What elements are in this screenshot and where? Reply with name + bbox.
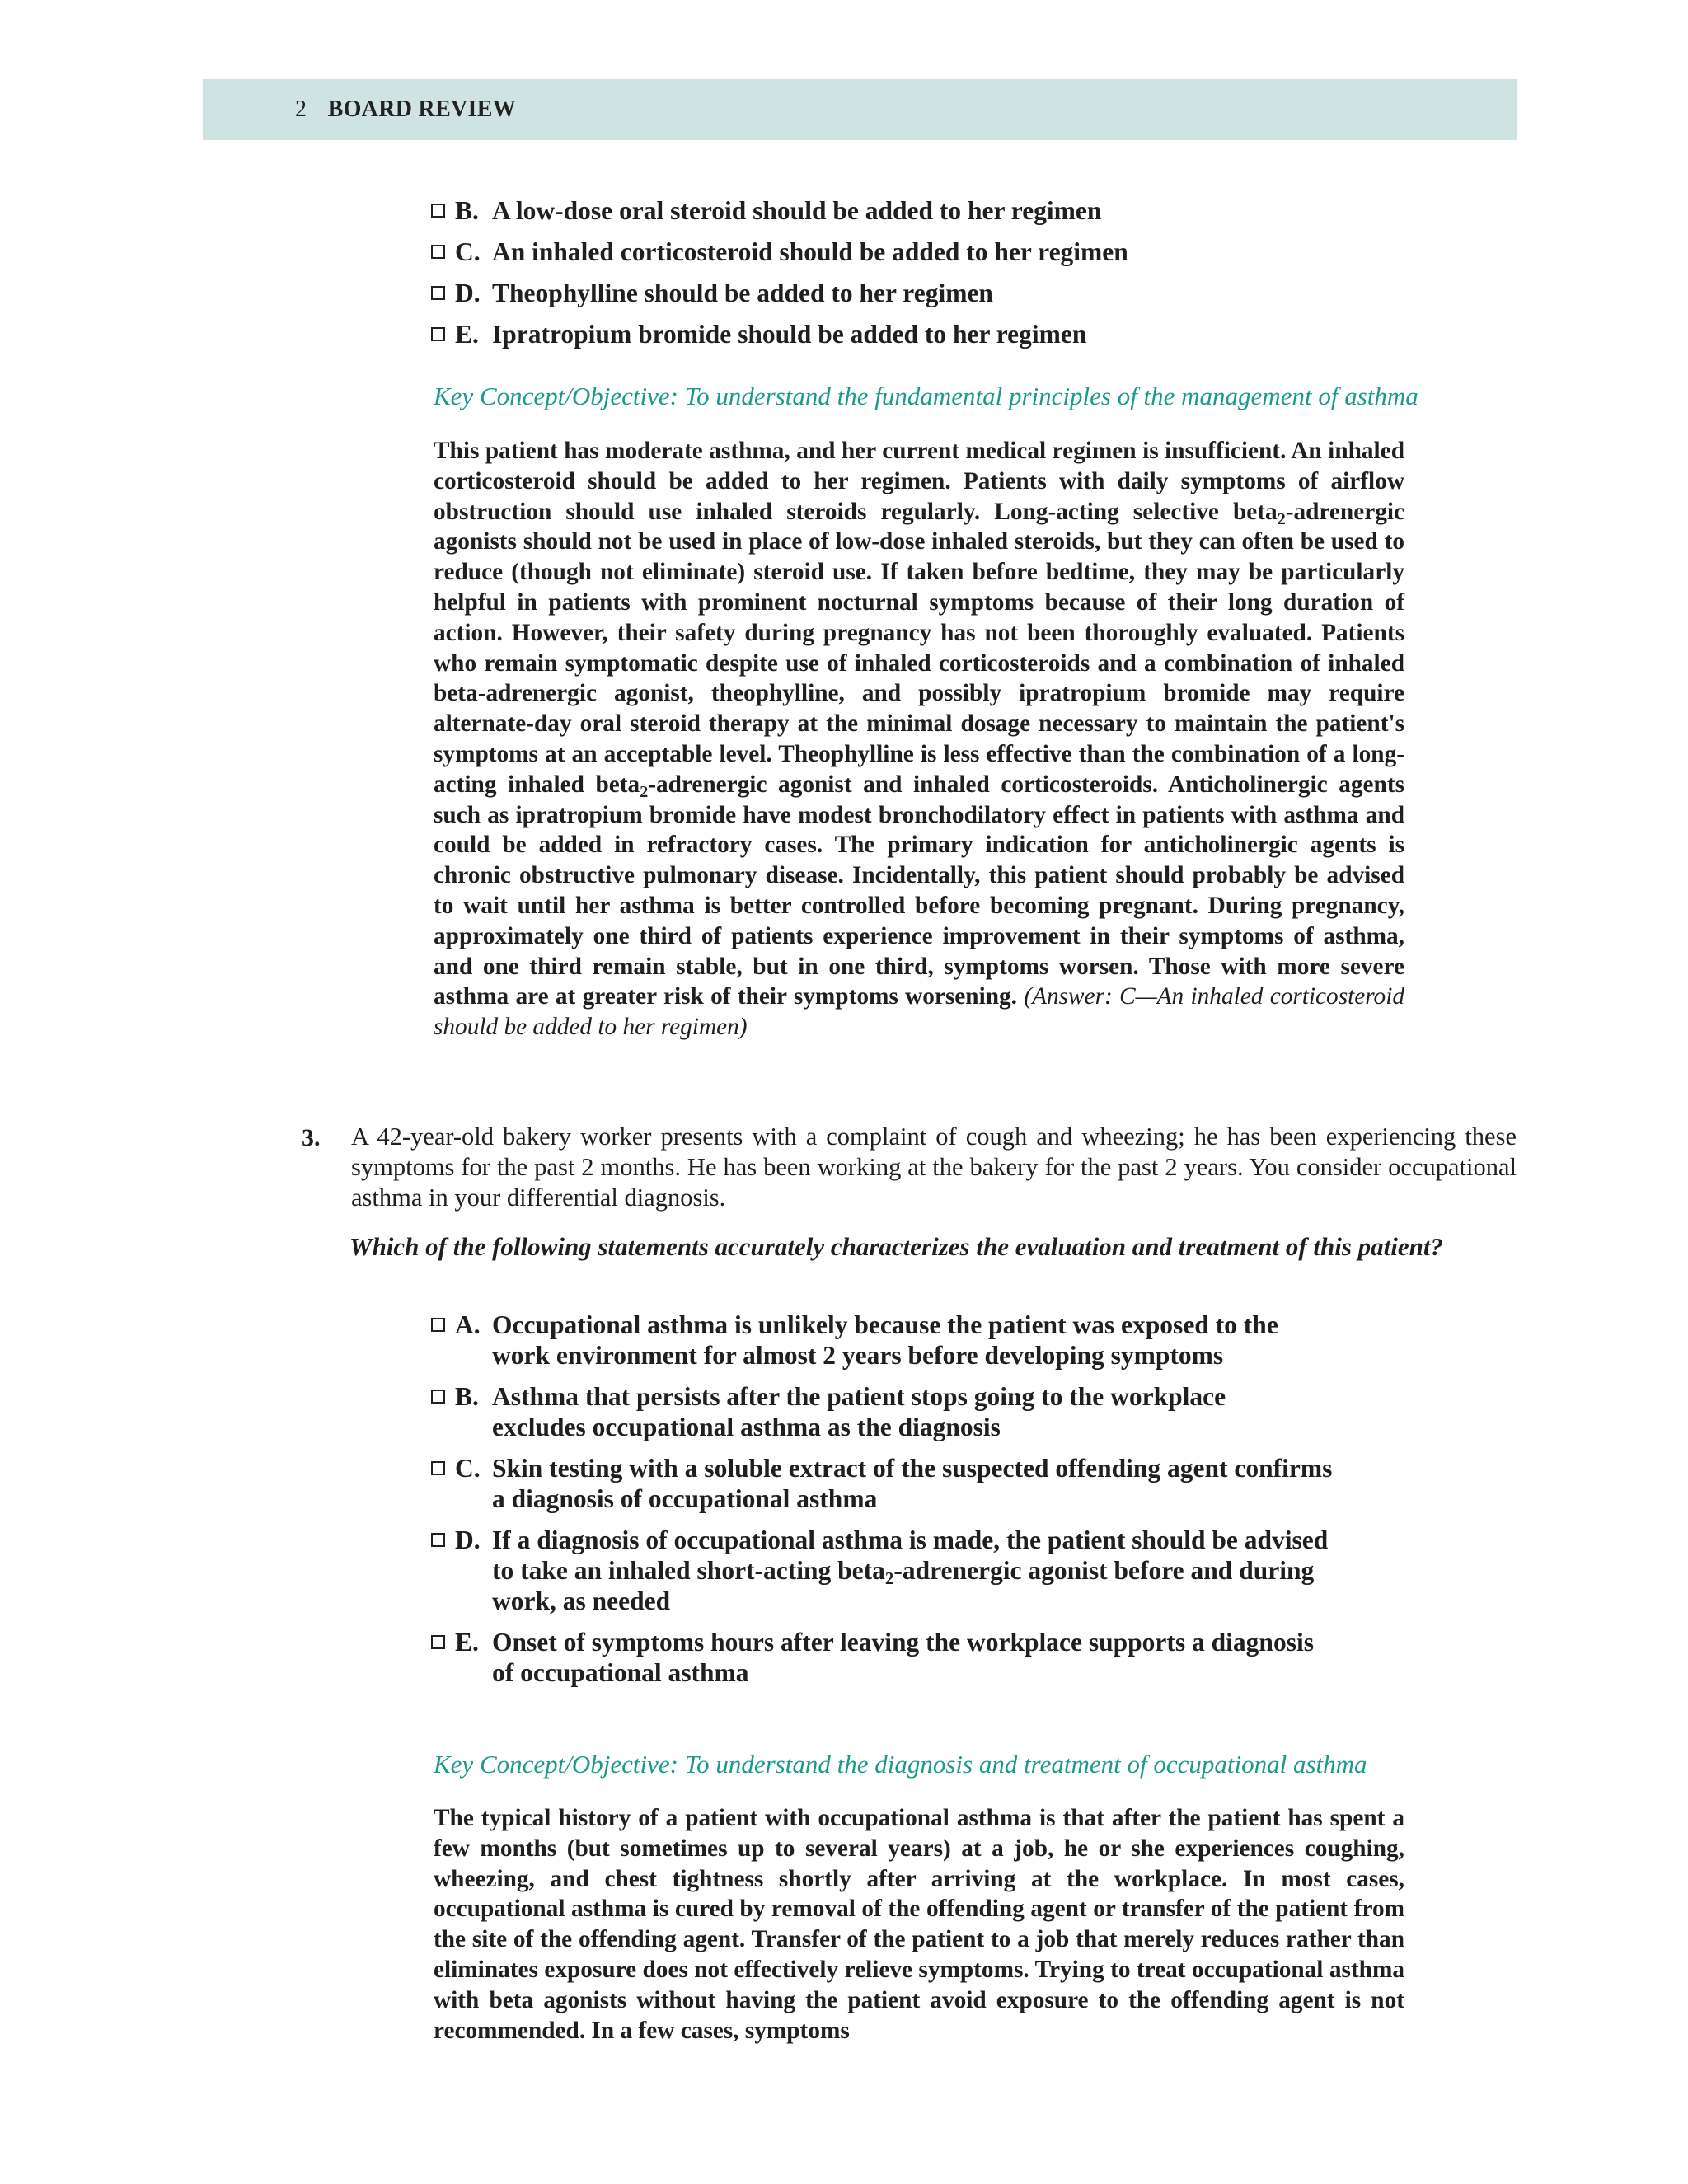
checkbox-icon[interactable]	[431, 1533, 445, 1547]
q3-option-d[interactable]: D. If a diagnosis of occupational asthma is made, the patient should be advised to take an inhaled short-acting beta$_2$-adrenergic agonist before and during work, as needed	[431, 1525, 1349, 1616]
checkbox-icon[interactable]	[431, 286, 445, 300]
q2-answer: (Answer: C—An inhaled corticosteroid should be added to her regimen)	[434, 983, 1404, 1041]
checkbox-icon[interactable]	[431, 327, 445, 341]
checkbox-icon[interactable]	[431, 204, 445, 218]
q2-explanation: This patient has moderate asthma, and her current medical regimen is insufficient. An inhaled corticosteroid should be added to her regimen. Patients with daily symptoms of airflow obstruction should use inhaled steroids regularly. Long-acting selective beta$_2$-adrenergic agonists should not be used in place of low-dose inhaled steroids, but they can often be used to reduce (though not eliminate) steroid use. If taken before bedtime, they may be particularly helpful in patients with prominent nocturnal symptoms because of their long duration of action. However, their safety during pregnancy has not been thoroughly evaluated. Patients who remain symptomatic despite use of inhaled corticosteroids and a combination of inhaled beta-adrenergic agonist, theophylline, and possibly ipratropium bromide may require alternate-day oral steroid therapy at the minimal dosage necessary to maintain the patient's symptoms at an acceptable level. Theophylline is less effective than the combination of a long-acting inhaled beta$_2$-adrenergic agonist and inhaled corticosteroids. Anticholinergic agents such as ipratropium bromide have modest bronchodilatory effect in patients with asthma and could be added in refractory cases. The primary indication for anticholinergic agents is chronic obstructive pulmonary disease. Incidentally, this patient should probably be advised to wait until her asthma is better controlled before becoming pregnant. During pregnancy, approximately one third of patients experience improvement in their symptoms of asthma, and one third remain stable, but in one third, symptoms worsen. Those with more severe asthma are at greater risk of their symptoms worsening. (Answer: C—An inhaled corticosteroid should be added to her regimen)	[434, 438, 1404, 1041]
q2-key-concept: Key Concept/Objective: To understand the fundamental principles of the management of asthma	[434, 382, 1418, 410]
q3-option-c[interactable]: C. Skin testing with a soluble extract of the suspected offending agent confirms a diagnosis of occupational asthma	[431, 1453, 1349, 1514]
section-title: BOARD REVIEW	[327, 96, 517, 122]
checkbox-icon[interactable]	[431, 1390, 445, 1404]
q2-option-e[interactable]: E. Ipratropium bromide should be added to her regimen	[431, 319, 1316, 349]
question-stem: A 42-year-old bakery worker presents with a complaint of cough and wheezing; he has been experiencing these symptoms for the past 2 months. He has been working at the bakery for the past 2 years. You consider occupational asthma in your differential diagnosis.	[351, 1122, 1517, 1212]
q2-option-c[interactable]: C. An inhaled corticosteroid should be added to her regimen	[431, 237, 1316, 267]
q3-option-a[interactable]: A. Occupational asthma is unlikely because the patient was exposed to the work environment for almost 2 years before developing symptoms	[431, 1310, 1349, 1371]
q3-option-b[interactable]: B. Asthma that persists after the patient stops going to the workplace excludes occupational asthma as the diagnosis	[431, 1381, 1349, 1442]
q3-key-concept: Key Concept/Objective: To understand the diagnosis and treatment of occupational asthma	[434, 1750, 1367, 1779]
checkbox-icon[interactable]	[431, 1635, 445, 1649]
q3-explanation: The typical history of a patient with occupational asthma is that after the patient has spent a few months (but sometimes up to several years) at a job, he or she experiences coughing, wheezing, and chest tightness shortly after arriving at the workplace. In most cases, occupational asthma is cured by removal of the offending agent or transfer of the patient from the site of the offending agent. Transfer of the patient to a job that merely reduces rather than eliminates exposure does not effectively relieve symptoms. Trying to treat occupational asthma with beta agonists without having the patient avoid exposure to the offending agent is not recommended. In a few cases, symptoms	[434, 1805, 1404, 2044]
checkbox-icon[interactable]	[431, 1318, 445, 1332]
question-prompt: Which of the following statements accurately characterizes the evaluation and treatment of this patient?	[349, 1232, 1444, 1261]
question-number: 3.	[302, 1124, 321, 1151]
q2-option-b[interactable]: B. A low-dose oral steroid should be added to her regimen	[431, 195, 1316, 226]
running-header	[203, 79, 1517, 140]
page-number: 2	[295, 96, 307, 122]
q3-options	[431, 1310, 1349, 1699]
q2-option-d[interactable]: D. Theophylline should be added to her regimen	[431, 278, 1316, 308]
q2-options	[431, 195, 1316, 360]
q3-option-e[interactable]: E. Onset of symptoms hours after leaving the workplace supports a diagnosis of occupational asthma	[431, 1627, 1349, 1688]
checkbox-icon[interactable]	[431, 1461, 445, 1475]
checkbox-icon[interactable]	[431, 245, 445, 259]
